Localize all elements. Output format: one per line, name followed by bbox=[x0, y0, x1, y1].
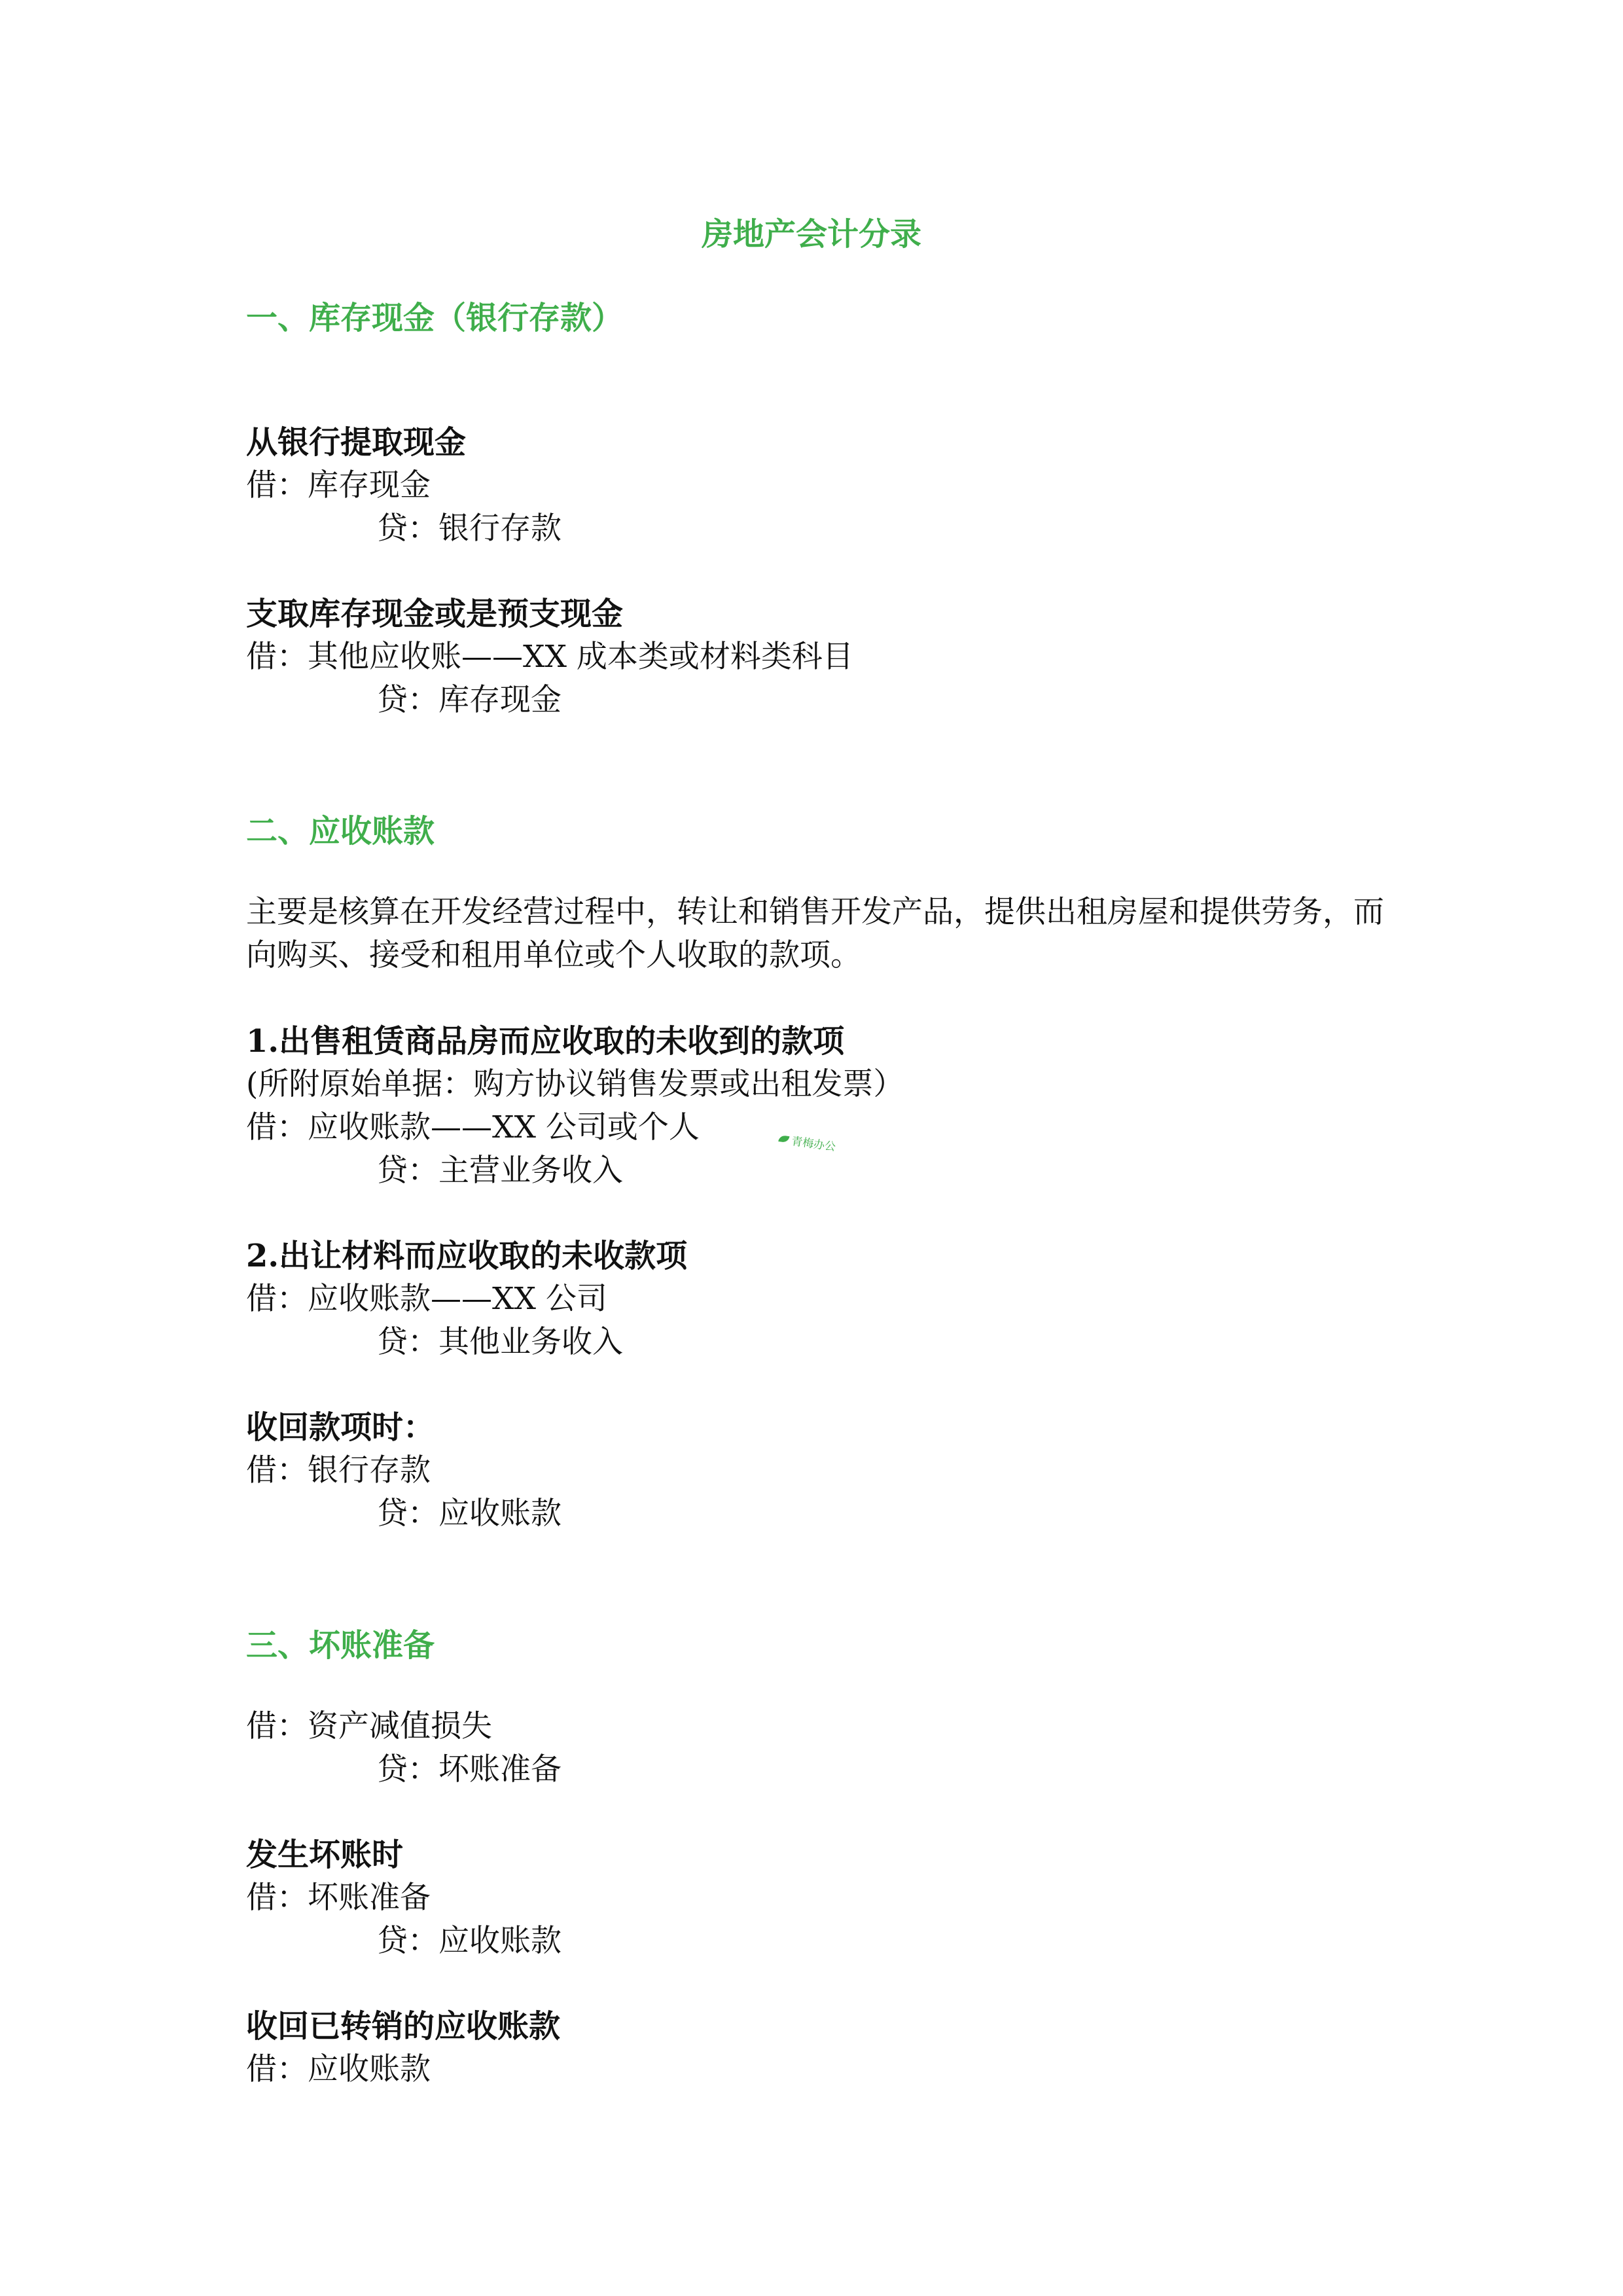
entry-title-withdraw-cash: 从银行提取现金 bbox=[246, 424, 467, 461]
watermark-text: 青梅办公 bbox=[791, 1134, 837, 1155]
debit-line: 借：其他应收账——XX 成本类或材料类科目 bbox=[246, 639, 853, 675]
debit-line: 借：坏账准备 bbox=[246, 1880, 431, 1916]
document-title: 房地产会计分录 bbox=[701, 216, 921, 253]
entry-title-advance-cash: 支取库存现金或是预支现金 bbox=[246, 596, 624, 632]
debit-line: 借：应收账款——XX 公司或个人 bbox=[246, 1109, 700, 1145]
leaf-icon bbox=[778, 1135, 789, 1143]
watermark bbox=[777, 1130, 837, 1154]
debit-line: 借：资产减值损失 bbox=[246, 1708, 492, 1744]
credit-line: 贷：库存现金 bbox=[377, 682, 562, 718]
credit-line: 贷：坏账准备 bbox=[377, 1751, 562, 1787]
section-heading-receivables: 二、应收账款 bbox=[246, 813, 435, 850]
entry-title-bad-debt-occurs: 发生坏账时 bbox=[246, 1837, 404, 1873]
entry-title-sell-materials: 2.出让材料而应收取的未收款项 bbox=[246, 1238, 688, 1274]
entry-title-recover-written-off: 收回已转销的应收账款 bbox=[246, 2008, 561, 2045]
credit-line: 贷：其他业务收入 bbox=[377, 1324, 623, 1360]
debit-line: 借：应收账款——XX 公司 bbox=[246, 1281, 607, 1317]
credit-line: 贷：应收账款 bbox=[377, 1923, 562, 1959]
credit-line: 贷：主营业务收入 bbox=[377, 1153, 623, 1189]
entry-title-collect-payment: 收回款项时： bbox=[246, 1409, 435, 1446]
debit-line: 借：库存现金 bbox=[246, 467, 431, 503]
note-line: (所附原始单据：购方协议销售发票或出租发票） bbox=[246, 1066, 904, 1102]
section-heading-bad-debt: 三、坏账准备 bbox=[246, 1627, 435, 1664]
credit-line: 贷：银行存款 bbox=[377, 511, 562, 547]
entry-title-sale-lease: 1.出售租赁商品房而应收取的未收到的款项 bbox=[246, 1023, 845, 1060]
debit-line: 借：应收账款 bbox=[246, 2051, 431, 2087]
credit-line: 贷：应收账款 bbox=[377, 1496, 562, 1532]
section-intro-paragraph: 主要是核算在开发经营过程中，转让和销售开发产品，提供出租房屋和提供劳务，而向购买、接受和租用单位或个人收取的款项。 bbox=[246, 894, 1384, 973]
debit-line: 借：银行存款 bbox=[246, 1452, 431, 1488]
section-heading-cash: 一、库存现金（银行存款） bbox=[246, 300, 624, 336]
